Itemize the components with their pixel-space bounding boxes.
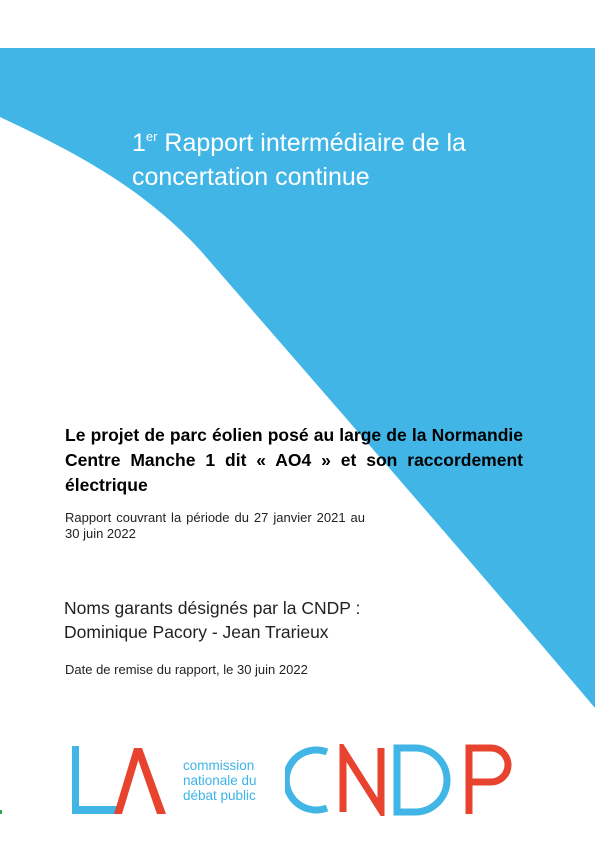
corner-mark [0,810,2,814]
la-monogram-logo [68,744,168,816]
report-period: Rapport couvrant la période du 27 janvier 2021 au 30 juin 2022 [65,510,365,541]
cndp-wordmark-line2: nationale du [183,773,257,788]
cndp-d-letter [397,748,447,812]
project-title: Le projet de parc éolien posé au large de la Normandie Centre Manche 1 dit « AO4 » et son raccordement électrique [65,425,523,495]
la-a-right-stroke [134,748,166,814]
cndp-p-letter [469,748,508,814]
guarantors-heading: Noms garants désignés par la CNDP : [64,598,361,618]
cndp-n-letter [343,748,381,812]
cndp-wordmark-line3: débat public [183,788,256,803]
submission-date: Date de remise du rapport, le 30 juin 2022 [65,662,308,677]
report-title-number: 1 [132,129,146,157]
cndp-acronym-logo [285,744,525,816]
cndp-c-letter [286,750,327,810]
report-title-line2: concertation continue [132,163,370,191]
la-l-foot [72,806,120,814]
la-l-stem [72,746,79,814]
guarantors-names: Dominique Pacory - Jean Trarieux [64,622,329,642]
report-title [132,126,552,194]
report-title-line1: Rapport intermédiaire de la [157,129,466,157]
guarantors-block [64,596,484,644]
cndp-wordmark-line1: commission [183,758,255,773]
report-title-superscript: er [145,129,158,144]
